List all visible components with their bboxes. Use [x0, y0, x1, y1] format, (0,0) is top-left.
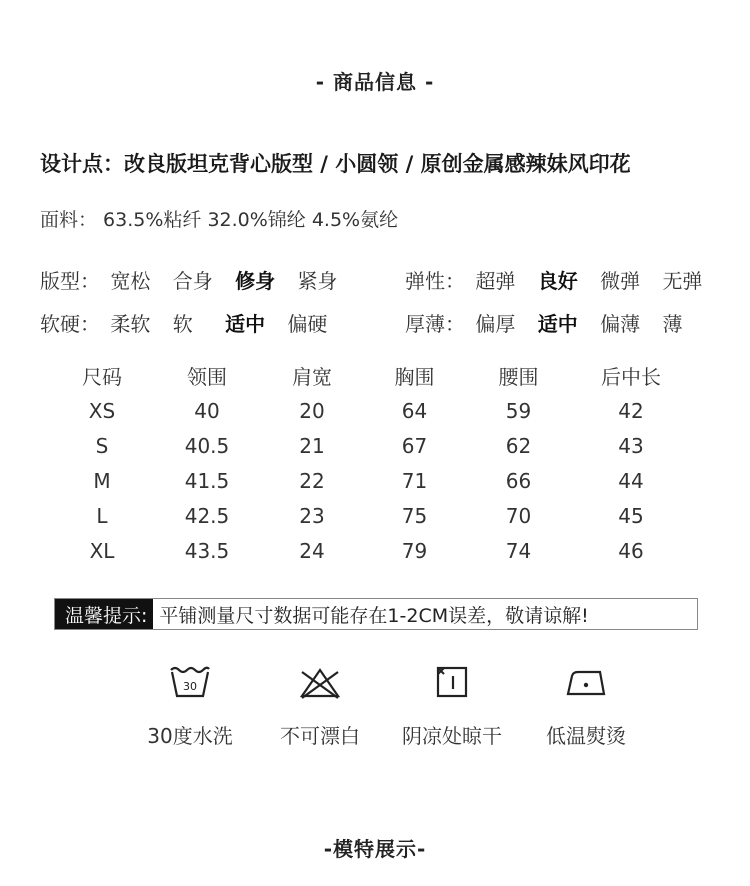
- size-table-row: [52, 463, 692, 498]
- size-cell: 71: [401, 468, 428, 493]
- fabric-composition: 面料： 63.5%粘纤 32.0%锦纶 4.5%氨纶: [40, 209, 399, 231]
- size-header-cell: 腰围: [498, 365, 539, 389]
- size-cell: 45: [618, 503, 644, 528]
- attr-elasticity-option: 超弹: [475, 269, 516, 293]
- attr-fit-option: 合身: [172, 269, 213, 293]
- wash-30-icon: [120, 662, 260, 702]
- care-label: 不可漂白: [280, 724, 360, 748]
- tip-label: 温馨提示:: [55, 599, 153, 629]
- size-cell: 42: [618, 398, 644, 423]
- tip-text: 平铺测量尺寸数据可能存在1-2CM误差，敬请谅解!: [159, 604, 589, 627]
- size-cell: S: [95, 433, 109, 458]
- measurement-tip: [54, 598, 698, 630]
- size-cell: L: [96, 503, 108, 528]
- size-cell: 43: [618, 433, 644, 458]
- size-header-cell: 尺码: [82, 365, 122, 389]
- shade-dry-icon: [382, 662, 522, 702]
- attr-softness-label: 软硬：: [40, 312, 100, 336]
- attr-elasticity-label: 弹性：: [405, 269, 465, 293]
- attr-thickness-option: 偏厚: [475, 312, 516, 336]
- size-cell: 46: [618, 538, 644, 563]
- size-cell: 21: [299, 433, 325, 458]
- size-header-cell: 肩宽: [292, 365, 332, 389]
- attr-elasticity-option: 无弹: [662, 269, 703, 293]
- size-cell: 62: [505, 433, 532, 458]
- size-table-header: [52, 358, 692, 393]
- size-cell: 44: [618, 468, 644, 493]
- wash-30-icon-text: 30: [183, 680, 197, 693]
- size-table-row: [52, 533, 692, 568]
- attr-thickness-label: 厚薄：: [405, 312, 465, 336]
- size-cell: 79: [401, 538, 428, 563]
- size-table-row: [52, 498, 692, 533]
- care-item-shade-dry: [382, 662, 522, 749]
- size-cell: 24: [299, 538, 325, 563]
- care-label: 30度水洗: [147, 724, 233, 748]
- attr-elasticity-option: 微弹: [600, 269, 641, 293]
- size-cell: XS: [88, 398, 116, 423]
- size-cell: M: [93, 468, 111, 493]
- attr-fit-label: 版型：: [40, 269, 100, 293]
- size-cell: 41.5: [184, 468, 230, 493]
- design-point: 设计点：改良版坦克背心版型 / 小圆领 / 原创金属感辣妹风印花: [40, 152, 631, 176]
- size-cell: 70: [505, 503, 532, 528]
- size-cell: 42.5: [184, 503, 230, 528]
- low-iron-icon: [516, 662, 656, 702]
- attr-thickness-option: 偏薄: [600, 312, 641, 336]
- attr-fit: [40, 265, 353, 294]
- care-label: 阴凉处晾干: [402, 724, 502, 748]
- care-item-low-iron: [516, 662, 656, 749]
- section-title-product-info: - 商品信息 -: [315, 70, 435, 94]
- attr-fit-option: 紧身: [297, 269, 338, 293]
- size-cell: 40.5: [184, 433, 230, 458]
- care-item-no-bleach: [250, 662, 390, 749]
- size-table-row: [52, 428, 692, 463]
- size-cell: 23: [299, 503, 325, 528]
- size-cell: 40: [194, 398, 220, 423]
- size-table: [52, 358, 692, 568]
- section-title-model-show: -模特展示-: [323, 837, 427, 861]
- attr-softness-option-selected: 适中: [225, 312, 266, 336]
- size-cell: 43.5: [184, 538, 230, 563]
- attr-softness-option: 偏硬: [287, 312, 328, 336]
- size-cell: 64: [401, 398, 428, 423]
- size-cell: 20: [299, 398, 325, 423]
- size-header-cell: 胸围: [394, 365, 435, 389]
- attr-softness-option: 柔软: [110, 312, 151, 336]
- attr-softness-option: 软: [172, 312, 193, 336]
- care-item-wash: [120, 662, 260, 749]
- size-cell: 67: [401, 433, 428, 458]
- size-cell: XL: [89, 538, 115, 563]
- attr-thickness-option: 薄: [662, 312, 683, 336]
- size-cell: 22: [299, 468, 325, 493]
- no-bleach-icon: [250, 662, 390, 702]
- size-cell: 75: [401, 503, 428, 528]
- size-header-cell: 领围: [187, 365, 227, 389]
- size-table-row: [52, 393, 692, 428]
- attr-elasticity-option-selected: 良好: [537, 269, 578, 293]
- care-label: 低温熨烫: [546, 724, 626, 748]
- size-cell: 66: [505, 468, 532, 493]
- attr-fit-option-selected: 修身: [235, 269, 276, 293]
- size-cell: 59: [505, 398, 532, 423]
- attr-softness: [40, 308, 343, 337]
- attr-thickness-option-selected: 适中: [537, 312, 578, 336]
- attr-elasticity: [405, 265, 702, 294]
- size-cell: 74: [505, 538, 532, 563]
- attr-fit-option: 宽松: [110, 269, 151, 293]
- size-header-cell: 后中长: [601, 365, 661, 389]
- attr-thickness: [405, 308, 682, 337]
